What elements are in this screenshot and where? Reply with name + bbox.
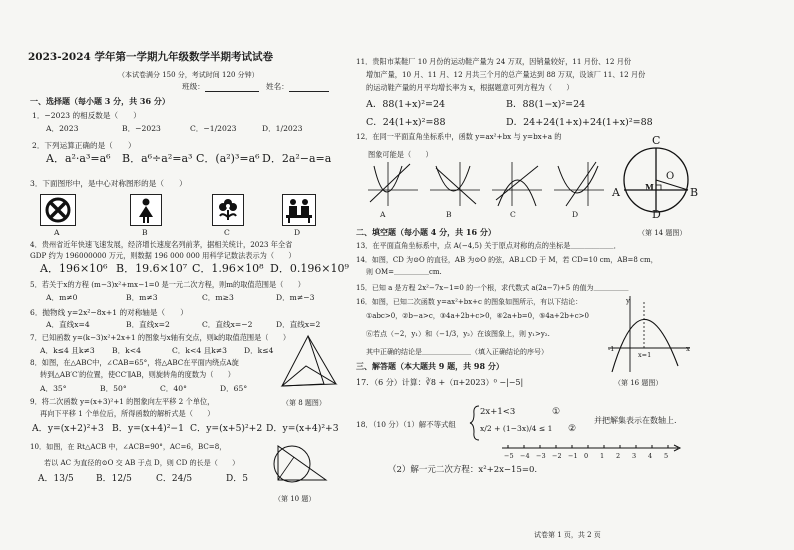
q5-option-b: B．m≠3 [126,293,158,302]
name-label: 姓名： [266,82,329,92]
number-line-label: 2 [616,452,621,460]
q6-option-b: B．直线x=2 [126,320,170,329]
q8-figure-caption: （第 8 题图） [282,399,326,407]
q7-option-a: A．k≤4 且k≠3 [40,346,95,355]
q2-stem: 2．下列运算正确的是（ ） [32,141,136,150]
q11-line3: 的运动鞋产量的月平均增长率为 x，根据题意可列方程为（ ） [366,83,574,92]
q14-text-line1: 14．如图，CD 为⊙O 的直径，AB 为⊙O 的弦，AB⊥CD 于 M，若 CD=10 cm，AB=8 cm， [356,256,658,264]
number-line-label: −2 [552,452,562,460]
q13-text: 13．在平面直角坐标系中，点 A(−4,5) 关于原点对称的点的坐标是＿＿＿＿＿＿． [356,241,621,250]
q3-figure-a [40,194,76,226]
q16-text-line1: 16．如图，已知二次函数 y=ax²+bx+c 的图象如图所示，有以下结论： [356,298,583,306]
q3-figure-d [282,194,316,226]
q12-graph-d [554,162,604,206]
q6-stem: 6．抛物线 y=2x²−8x+1 的对称轴是（ ） [30,308,188,317]
people-bench-icon [283,195,315,225]
scissors-x-icon [41,195,75,225]
q9-option-d: D．y=(x+4)²+3 [266,423,339,434]
q12-graph-options [366,160,606,208]
q14-point-b: B [690,186,699,199]
q8-option-a: A．35° [40,384,67,393]
q11-option-a: A．88(1+x)²=24 [366,99,446,110]
q2-option-b: B．a⁶÷a²=a³ [122,152,193,165]
page-footer: 试卷第 1 页，共 2 页 [534,531,601,539]
q11-option-c: C．24(1+x)²=88 [366,117,446,128]
number-line-label: −1 [568,452,578,460]
q16-tick-neg1: -1 [608,345,615,353]
q18-inequality-1: 2x+1<3 [480,407,516,417]
q16-text-line4: 其中正确的结论是＿＿＿＿＿＿＿（填入正确结论的序号） [366,348,548,356]
q12-label-b: B [446,210,452,219]
section-2-title: 二、填空题（每小题 4 分，共 16 分） [356,227,496,237]
q12-graph-c [492,162,542,206]
q10-circle-figure [268,440,332,492]
flower-icon [213,195,243,225]
q3-label-a: A [54,228,60,237]
q18-mark-2: ② [568,424,577,434]
q14-figure-caption: （第 14 题图） [638,229,687,237]
q9-option-c: C．y=(x+5)²+2 [190,423,263,434]
q16-axis-y: y [626,297,630,305]
q3-label-b: B [142,228,148,237]
q6-option-a: A．直线x=4 [46,320,90,329]
q8-option-c: C．40° [160,384,187,393]
q3-stem: 3．下面图形中，是中心对称图形的是（ ） [30,179,187,188]
q9-option-b: B．y=(x+4)²−1 [112,423,184,434]
section-3-title: 三、解答题（本大题共 9 题，共 98 分） [356,361,504,371]
q2-option-a: A．a²·a³=a⁶ [46,152,111,165]
q4-line2: GDP 约为 196000000 万元，则数据 196 000 000 用科学记数法表示为（ ） [30,251,296,260]
q6-option-c: C．直线x=−2 [202,320,253,329]
q12-label-d: D [572,210,579,219]
q10-option-b: B．12/5 [96,474,132,484]
q10-line2: 若以 AC 为直径的⊙O 交 AB 于点 D，则 CD 的长是（ ） [44,458,240,467]
q16-axis-of-symmetry: x=1 [638,351,652,359]
q8-option-b: B．50° [100,384,127,393]
q1-option-b: B．−2023 [122,124,161,133]
q16-figure-caption: （第 16 题图） [614,379,663,387]
exam-title: 2023-2024 学年第一学期九年级数学半期考试试卷 [28,51,273,63]
q16-axis-x: x [686,345,690,353]
number-line-label: 3 [632,452,637,460]
q8-line1: 8．如图，在△ABC中，∠CAB=65°，将△ABC在平面内绕点A旋 [30,358,239,367]
q18-text: 18．（10 分）（1）解不等式组 [356,420,456,429]
q10-option-d: D．5 [226,474,248,484]
q3-label-d: D [294,228,301,237]
q4-option-a: A．196×10⁶ [40,262,108,275]
q10-figure-caption: （第 10 题） [274,495,316,503]
q12-graph-b [430,162,480,206]
q12-label-a: A [380,210,386,219]
q18-mark-1: ① [552,407,561,417]
q14-point-m: M [645,182,654,192]
q9-option-a: A．y=(x+2)²+3 [32,423,104,434]
number-line-label: 4 [648,452,653,460]
q7-option-b: B．k<4 [112,346,141,355]
q4-option-b: B．19.6×10⁷ [116,262,188,275]
number-line-label: 1 [600,452,605,460]
q14-point-a: A [612,186,620,199]
q18-brace [470,405,480,441]
q10-option-c: C．24/5 [156,474,193,484]
q3-figure-b [130,194,162,226]
q16-parabola-figure [608,292,692,374]
q14-point-c: C [652,134,661,147]
q12-graph-a [368,162,418,206]
q14-point-d: D [652,208,661,221]
q3-label-c: C [224,228,230,237]
q18-part2: （2）解一元二次方程：x²+2x−15=0. [388,465,538,475]
q11-line1: 11．贵阳市某鞋厂 10 月份的运动鞋产量为 24 万双，因销量较好，11 月份、12 月份 [356,57,632,66]
section-1-title: 一、选择题（每小题 3 分，共 36 分） [30,96,170,106]
q1-stem: 1．−2023 的相反数是（ ） [32,111,141,120]
q10-option-a: A．13/5 [38,474,74,484]
q11-option-b: B．88(1−x)²=24 [506,99,586,110]
q10-line1: 10．如图，在 Rt△ACB 中，∠ACB=90°，AC=6，BC=8， [30,442,227,451]
q1-option-c: C．−1/2023 [190,124,237,133]
q14-point-o: O [666,171,675,182]
q12-label-c: C [510,210,516,219]
woman-restroom-icon [131,195,161,225]
q1-option-a: A．2023 [46,124,79,133]
class-label: 班级： [182,82,259,92]
number-line-label: −3 [536,452,546,460]
number-line-label: −4 [520,452,530,460]
q4-option-c: C．1.96×10⁸ [192,262,264,275]
q8-option-d: D．65° [220,384,248,393]
q2-option-d: D．2a²−a=a [262,152,332,165]
q12-line2: 图象可能是（ ） [368,150,433,159]
q7-option-d: D．k≤4 [244,346,274,355]
q7-stem: 7．已知函数 y=(k−3)x²+2x+1 的图象与x轴有交点，则k的取值范围是（ ） [30,333,291,342]
q11-line2: 增加产量，10 月、11 月、12 月共三个月的总产量达到 88 万双，设该厂 11、12 月份 [366,70,646,79]
q3-figure-c [212,194,244,226]
q6-option-d: D．直线x=2 [276,320,321,329]
number-line-label: −5 [504,452,514,460]
q14-text-line2: 则 OM=＿＿＿＿＿cm. [366,268,442,276]
number-line-label: 0 [584,452,589,460]
q5-stem: 5．若关于x的方程 (m−3)x²+mx−1=0 是一元二次方程，则m的取值范围是（ ） [30,280,305,289]
q18-instruction: 并把解集表示在数轴上. [594,416,677,425]
q12-line1: 12．在同一平面直角坐标系中，函数 y=ax²+bx 与 y=bx+a 的 [356,132,562,141]
q2-option-c: C．(a²)³=a⁶ [196,152,260,165]
q1-option-d: D．1/2023 [262,124,303,133]
q7-option-c: C．k<4 且k≠3 [172,346,228,355]
q4-option-d: D．0.196×10⁹ [270,262,349,275]
number-line-label: 5 [664,452,669,460]
q16-text-line3: ⑥若点（−2，y₁）和（−1/3，y₂）在该图象上，则 y₁>y₂. [366,330,550,338]
q8-rotation-figure [276,328,346,398]
q5-option-a: A．m≠0 [46,293,78,302]
q8-line2: 转到△AB′C′的位置，使CC′∥AB，则旋转角的度数为（ ） [40,370,235,379]
q15-text: 15．已知 a 是方程 2x²−7x−1=0 的一个根，求代数式 a(2a−7)+5 的值为＿＿＿＿＿ [356,284,629,292]
q9-line2: 再向下平移 1 个单位后，所得函数的解析式是（ ） [40,409,215,418]
q5-option-d: D．m≠−3 [276,293,315,302]
q9-line1: 9．将二次函数 y=(x+3)²+1 的图象向左平移 2 个单位， [30,397,215,406]
q5-option-c: C．m≥3 [202,293,234,302]
exam-subtitle: （本试卷满分 150 分，考试时间 120 分钟） [118,71,259,79]
q16-text-line2: ①abc>0，②b−a>c，③4a+2b+c>0，④2a+b=0，⑤4a+2b+c>0 [366,312,589,320]
q17-text: 17．（6 分）计算：∛8 +（π+2023）⁰ −|−5| [356,378,524,387]
q18-inequality-2: x/2 + (1−3x)/4 ≤ 1 [480,424,553,433]
q4-line1: 4．贵州省近年快速飞速发展，经济增长速度名列前茅，据相关统计，2023 年全省 [30,240,293,249]
q11-option-d: D．24+24(1+x)+24(1+x)²=88 [506,117,653,128]
